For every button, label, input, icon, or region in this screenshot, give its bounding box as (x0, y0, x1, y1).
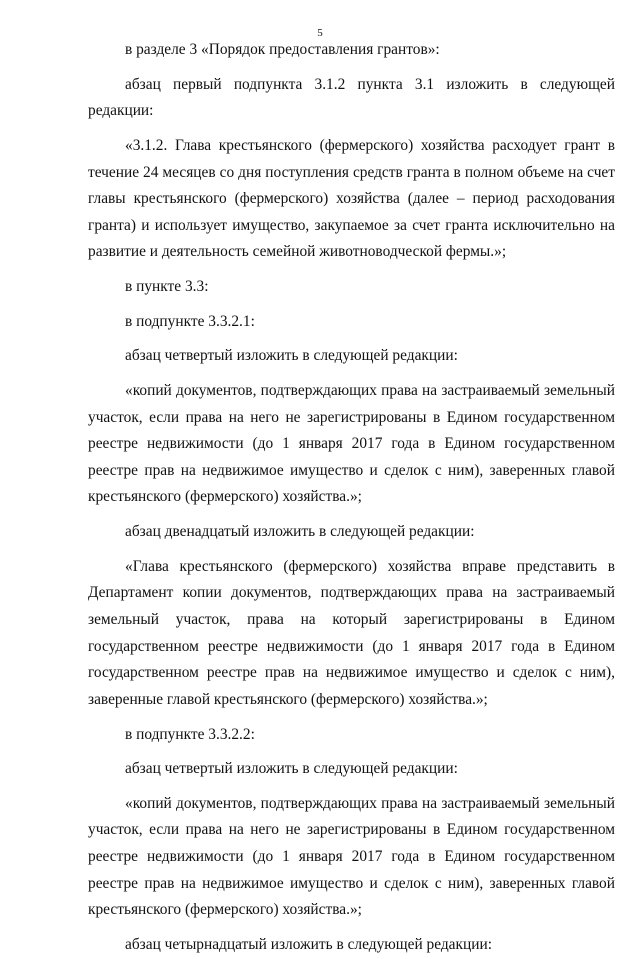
paragraph: в подпункте 3.3.2.2: (125, 725, 255, 743)
paragraph: абзац четвертый изложить в следующей редакции: (125, 760, 458, 778)
paragraph: «Глава крестьянского (фермерского) хозяйства вправе представить в Департамент копии документов, подтверждающих права на застраиваемый земельный участок, права на который зарегистрированы в Едином государственном реестре недвижимости (до 1 января 2017 года в Едином государственном реестре прав на недвижимое имущество и сделок с ним), заверенные главой крестьянского (фермерского) хозяйства.»; (88, 557, 615, 708)
paragraph: абзац четвертый изложить в следующей редакции: (125, 347, 458, 365)
paragraph: в подпункте 3.3.2.1: (125, 312, 255, 330)
paragraph: «копий документов, подтверждающих права на застраиваемый земельный участок, если права на него не зарегистрированы в Едином государственном реестре недвижимости (до 1 января 2017 года в Едином государственном реестре прав на недвижимое имущество и сделок с ним), заверенных главой крестьянского (фермерского) хозяйства.»; (88, 382, 615, 506)
paragraph: абзац двенадцатый изложить в следующей редакции: (125, 523, 475, 541)
paragraph: «3.1.2. Глава крестьянского (фермерского) хозяйства расходует грант в течение 24 месяцев со дня поступления средств гранта в полном объеме на счет главы крестьянского (фермерского) хозяйства (далее – период расходования гранта) и использует имущество, закупаемое за счет гранта исключительно на развитие и деятельность семейной животноводческой фермы.»; (88, 136, 615, 261)
page-number: 5 (317, 27, 323, 39)
paragraph: абзац первый подпункта 3.1.2 пункта 3.1 изложить в следующей редакции: (88, 75, 615, 120)
paragraph: в разделе 3 «Порядок предоставления грантов»: (125, 41, 440, 58)
paragraph: абзац четырнадцатый изложить в следующей редакции: (125, 935, 492, 953)
paragraph: «копий документов, подтверждающих права на застраиваемый земельный участок, если права на него не зарегистрированы в Едином государственном реестре недвижимости (до 1 января 2017 года в Едином государственном реестре прав на недвижимое имущество и сделок с ним), заверенных главой крестьянского (фермерского) хозяйства.»; (88, 794, 615, 919)
paragraph: в пункте 3.3: (125, 278, 209, 296)
document-body (88, 37, 615, 959)
